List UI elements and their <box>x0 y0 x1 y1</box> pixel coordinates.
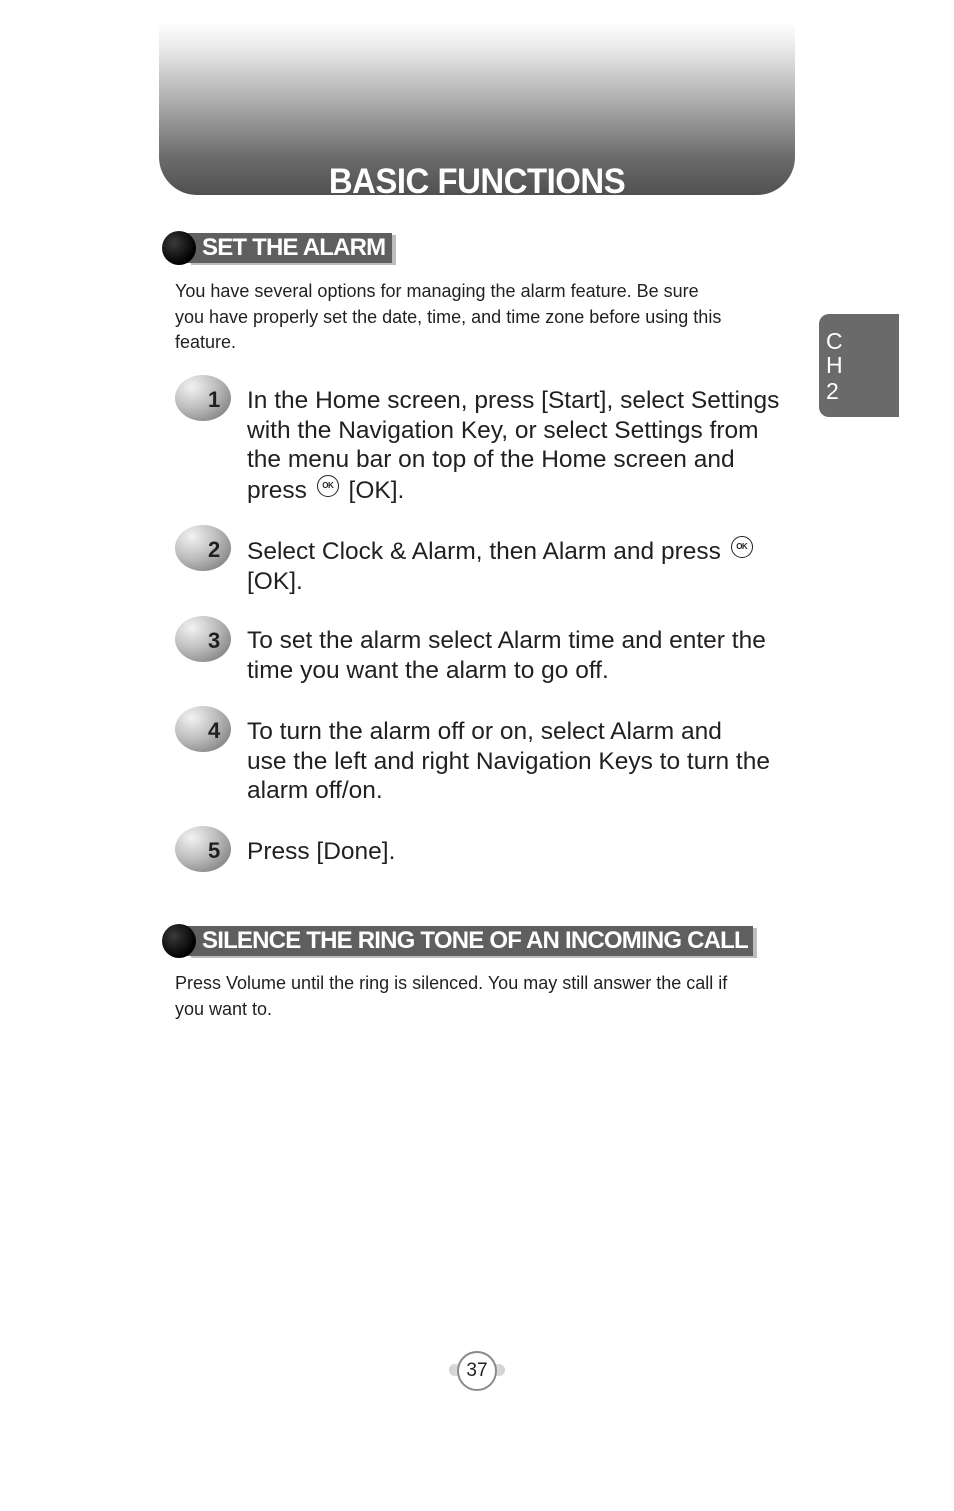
section-heading-set-alarm <box>162 231 397 265</box>
step-number: 3 <box>208 628 221 653</box>
step-number-badge <box>175 706 231 752</box>
step-number-badge <box>175 616 231 662</box>
step-number: 1 <box>208 387 221 412</box>
step-text-fragment: Select Clock & Alarm, then Alarm and press <box>247 538 721 565</box>
step-badge-disc-icon <box>175 616 231 662</box>
step-line: the menu bar on top of the Home screen and <box>247 446 735 474</box>
chapter-tab-letter: H <box>826 352 843 378</box>
section-heading-label: SET THE ALARM <box>202 234 386 261</box>
step-instruction <box>247 837 807 867</box>
step-badge-disc-icon <box>175 826 231 872</box>
step-number-badge <box>175 826 231 872</box>
step-line <box>247 536 807 567</box>
page-number: 37 <box>457 1351 497 1391</box>
page-number-badge <box>455 1351 499 1391</box>
step-instruction <box>247 626 807 685</box>
bullet-dot-icon <box>162 924 196 958</box>
step-line: with the Navigation Key, or select Settings from <box>247 416 759 444</box>
ok-key-icon <box>731 536 753 558</box>
intro-line: You have several options for managing the alarm feature. Be sure <box>175 281 699 301</box>
step-number: 5 <box>208 838 221 863</box>
step-line: use the left and right Navigation Keys to turn the <box>247 747 770 775</box>
step-badge-disc-icon <box>175 525 231 571</box>
step-line: [OK]. <box>247 567 303 595</box>
step-number-badge <box>175 525 231 571</box>
section-heading-silence-ring <box>162 924 757 958</box>
step-line: time you want the alarm to go off. <box>247 656 609 684</box>
step-text-fragment: [OK]. <box>348 477 405 505</box>
step-number: 2 <box>208 537 221 562</box>
section-heading-bar <box>187 926 753 956</box>
section-intro-paragraph <box>175 971 727 1022</box>
page-title: BASIC FUNCTIONS <box>328 162 626 201</box>
step-line <box>247 475 807 506</box>
step-number: 4 <box>208 718 221 743</box>
step-line: To turn the alarm off or on, select Alarm and <box>247 718 722 745</box>
intro-line: feature. <box>175 332 237 352</box>
intro-line: you have properly set the date, time, and time zone before using this <box>175 306 722 327</box>
bullet-dot-icon <box>162 231 196 265</box>
section-heading-label: SILENCE THE RING TONE OF AN INCOMING CALL <box>202 927 748 954</box>
chapter-tab <box>819 314 899 417</box>
section-intro-paragraph <box>175 279 721 356</box>
step-instruction <box>247 717 807 806</box>
intro-line: Press Volume until the ring is silenced. You may still answer the call if <box>175 973 728 993</box>
step-number-badge <box>175 375 231 421</box>
step-line: alarm off/on. <box>247 777 383 805</box>
step-badge-disc-icon <box>175 706 231 752</box>
step-badge-disc-icon <box>175 375 231 421</box>
step-line: To set the alarm select Alarm time and enter the <box>247 627 766 654</box>
chapter-tab-number: 2 <box>826 378 839 404</box>
chapter-tab-letter: C <box>826 328 843 354</box>
step-instruction <box>247 536 807 596</box>
ok-key-icon <box>317 475 339 497</box>
intro-line: you want to. <box>175 998 273 1019</box>
step-line: Press [Done]. <box>247 838 396 865</box>
step-line: In the Home screen, press [Start], select Settings <box>247 387 780 414</box>
step-instruction <box>247 386 807 506</box>
page-header <box>159 22 795 201</box>
step-text-fragment: press <box>247 477 307 505</box>
section-heading-bar <box>187 233 392 263</box>
